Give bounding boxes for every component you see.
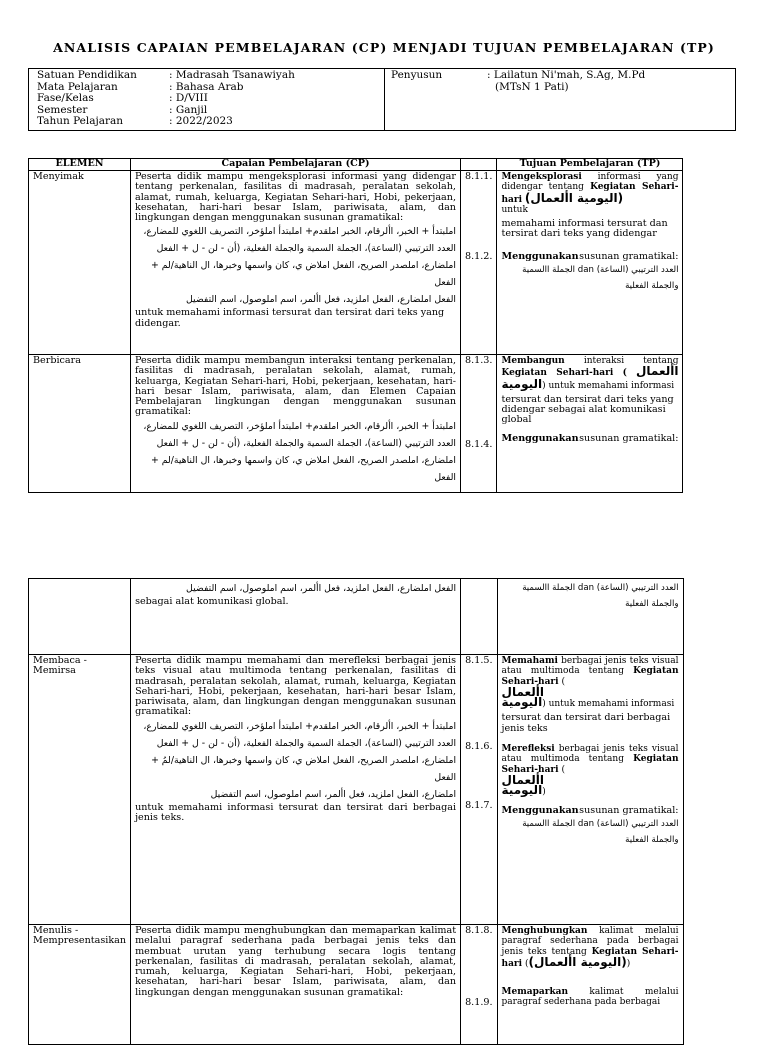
tp-text: memahami informasi tersurat dan tersirat dari teks yang didengar <box>501 218 668 240</box>
tp-code: 8.1.8. <box>465 925 493 936</box>
tp-verb: Menggunakan <box>501 250 579 262</box>
cp-text: Peserta didik mampu mengeksplorasi informasi yang didengar tentang perkenalan, fasilitas di madrasah, peralatan sekolah, alamat, rumah, keluarga, Kegiatan Sehari-hari, Hobi, pekerjaan, kesehatan, hari-hari besar Islam, pariwisata, alam, dan lingkungan dengan menggunakan susunan gramatikal: <box>135 171 456 224</box>
tp-keg: Kegiatan Sehari-hari <box>501 754 679 775</box>
arabic-grammar <box>135 418 456 486</box>
arabic-kegiatan: األعمال <box>501 772 544 787</box>
tp-keg: Kegiatan Sehari-hari <box>501 946 679 969</box>
elemen-cell: Menulis - Mempresentasikan <box>29 925 131 1045</box>
tp-text: tersurat dan tersirat dari berbagai jenis teks <box>501 712 671 734</box>
tp-code: 8.1.6. <box>465 741 493 753</box>
tp-cell: Membangun interaksi tentang Kegiatan Sehari-hari ( األعمال اليومية) untuk memahami informasi tersurat dan tersirat dari teks yang didengar sebagai alat komunikasi global Menggunakan susunan gramatikal: <box>497 355 683 493</box>
code-cell <box>461 655 497 925</box>
tp-cell <box>497 579 683 655</box>
table-row <box>29 355 683 493</box>
tp-code: 8.1.9. <box>465 997 493 1009</box>
cp-cell <box>131 925 461 1045</box>
tp-keg: Kegiatan Sehari-hari <box>501 666 679 687</box>
tp-verb: Menggunakan <box>501 804 579 816</box>
tp-code: 8.1.7. <box>465 799 493 811</box>
tp-text: susunan gramatikal: <box>579 804 679 816</box>
tp-verb: Merefleksi <box>501 744 555 755</box>
arabic-line: املضارع، الفعل املزيد، فعل األمر، اسم املوصول، اسم التفضيل <box>210 788 457 800</box>
cp-text: untuk memahami informasi tersurat dan tersirat dari teks yang didengar. <box>135 307 445 329</box>
code-cell <box>461 925 497 1045</box>
table-row <box>29 655 684 925</box>
arabic-kegiatan: اليومية <box>501 695 543 710</box>
penyusun-institution: (MTsN 1 Pati) <box>495 80 569 93</box>
arabic-line: املبتدأ + الخبر، األرقام، الخبر املقدم+ املبتدأ املؤخر، التصريف اللغوي للمضارع، <box>143 720 457 732</box>
tp-code: 8.1.5. <box>465 655 493 666</box>
tp-verb: Memahami <box>501 656 558 666</box>
cp-text: Peserta didik mampu menghubungkan dan memaparkan kalimat melalui paragraf sederhana pada berbagai jenis teks dan membuat urutan yang terhubung secara logis tentang perkenalan, fasilitas di madrasah, peralatan sekolah, alamat, rumah, keluarga, Kegiatan Sehari-hari, Hobi, pekerjaan, kesehatan, hari-hari besar Islam, pariwisata, alam, dan lingkungan dengan menggunakan susunan gramatikal: <box>135 925 457 998</box>
info-label: Fase/Kelas <box>37 92 94 104</box>
tp-text: informasi yang didengar tentang <box>501 172 679 193</box>
arabic-grammar <box>135 718 456 803</box>
info-label: Tahun Pelajaran <box>37 115 124 127</box>
tp-code: 8.1.4. <box>465 439 493 451</box>
info-label: Mata Pelajaran <box>37 80 118 93</box>
code-cell <box>461 355 497 493</box>
arabic-line: املضارع، املصدر الصريح، الفعل املاض ي، كان واسمها وخبرها، ال الناهية/لمُ + الفعل <box>151 754 457 783</box>
table-row <box>29 579 684 655</box>
tp-text: untuk <box>501 204 528 215</box>
tp-keg: Kegiatan Sehari-hari <box>501 182 679 205</box>
cp-cell <box>131 355 461 493</box>
cp-text: untuk memahami informasi tersurat dan tersirat dari berbagai jenis teks. <box>135 801 457 824</box>
tp-cell <box>497 171 683 355</box>
info-value: : D/VIII <box>169 92 208 104</box>
cp-cell <box>131 655 461 925</box>
arabic-line: الفعل املضارع، الفعل املزيد، فعل األمر، اسم املوصول، اسم التفضيل <box>185 294 456 306</box>
info-label: Semester <box>37 103 88 116</box>
cp-cell <box>131 579 461 655</box>
cp-tp-table-2 <box>28 578 684 1045</box>
arabic-line: العدد الترتيبي (الساعة)، الجملة السمية والجملة الفعلية، (أن - لن - ل + الفعل <box>156 437 456 449</box>
tp-text: untuk memahami informasi <box>548 380 675 391</box>
tp-text: kalimat melalui paragraf sederhana pada berbagai jenis teks tentang <box>501 926 679 957</box>
tp-text: berbagai jenis teks visual atau multimoda tentang <box>501 744 679 765</box>
tp-verb: Menggunakan <box>501 432 579 444</box>
tp-text: susunan gramatikal: <box>579 432 679 444</box>
arabic-kegiatan: (اليومية األعمال) <box>528 954 627 969</box>
tp-text: interaksi tentang <box>583 356 679 366</box>
tp-verb: Menghubungkan <box>501 926 588 936</box>
tp-keg: Kegiatan Sehari-hari ( <box>501 368 627 379</box>
arabic-line: املبتدأ + الخبر، األرقام، الخبر املقدم+ املبتدأ املؤخر، التصريف اللغوي للمضارع، <box>143 226 456 238</box>
elemen-cell: Membaca - Memirsa <box>29 655 131 925</box>
header-tp: Tujuan Pembelajaran (TP) <box>497 159 683 171</box>
info-box <box>28 68 736 131</box>
arabic-line: املضارع، املصدر الصريح، الفعل املاض ي، كان واسمها وخبرها، ال الناهية/لم + الفعل <box>151 260 456 289</box>
code-cell <box>461 171 497 355</box>
arabic-grammar: العدد الترتيبي (الساعة) dan الجملة االسمية والجملة الفعلية <box>522 265 679 292</box>
page-title: ANALISIS CAPAIAN PEMBELAJARAN (CP) MENJADI TUJUAN PEMBELAJARAN (TP) <box>53 40 715 55</box>
cp-cell <box>131 171 461 355</box>
header-blank <box>461 159 497 171</box>
cp-tp-table-1 <box>28 158 683 493</box>
arabic-grammar <box>135 223 456 308</box>
arabic-kegiatan: األعمال <box>501 684 544 699</box>
tp-code: 8.1.2. <box>465 251 493 263</box>
table-row <box>29 171 683 355</box>
table-row <box>29 925 684 1045</box>
info-left <box>29 69 385 130</box>
arabic-line: الفعل املضارع، الفعل املزيد، فعل األمر، اسم املوصول، اسم التفضيل <box>186 583 457 594</box>
arabic-kegiatan: األعمال <box>636 364 679 379</box>
tp-text: susunan gramatikal: <box>579 250 679 262</box>
tp-verb: Memaparkan <box>501 987 569 998</box>
elemen-cell: Menyimak <box>29 171 131 355</box>
penyusun-label: Penyusun <box>391 69 443 81</box>
arabic-kegiatan: (اليومية األعمال) <box>524 190 624 205</box>
tp-text: tersurat dan tersirat dari teks yang didengar sebagai alat komunikasi global <box>501 393 674 426</box>
tp-verb: Membangun <box>501 356 565 366</box>
info-right <box>385 69 645 93</box>
info-value: : Ganjil <box>169 103 208 116</box>
tp-text: kalimat melalui paragraf sederhana pada berbagai <box>501 987 679 1008</box>
info-value: : 2022/2023 <box>169 115 233 127</box>
tp-text: berbagai jenis teks visual atau multimoda tentang <box>501 656 679 677</box>
arabic-grammar: العدد الترتيبي (الساعة) dan الجملة االسمية والجملة الفعلية <box>522 583 679 609</box>
tp-cell: Memahami berbagai jenis teks visual atau multimoda tentang Kegiatan Sehari-hari ( األعمال اليومية) untuk memahami informasi tersurat dan tersirat dari berbagai jenis teks Merefleksi berbagai jenis teks visual atau multimoda tentang Kegiatan Sehari-hari ( األعمال اليومية) Menggunakan susunan gramatikal: العدد الترتيبي (الساعة) dan الجملة االسمية والجملة الفعلية <box>497 655 683 925</box>
tp-text: untuk memahami informasi <box>548 699 675 710</box>
tp-code: 8.1.3. <box>465 355 493 366</box>
cp-text: Peserta didik mampu membangun interaksi tentang perkenalan, fasilitas di madrasah, peralatan sekolah, alamat, rumah, keluarga, Kegiatan Sehari-hari, Hobi, pekerjaan, kesehatan, hari-hari besar Islam, pariwisata, alam, dan Elemen Capaian Pembelajaran lingkungan dengan menggunakan susunan gramatikal: <box>135 355 456 418</box>
info-value: : Madrasah Tsanawiyah <box>169 69 295 81</box>
elemen-cell <box>29 579 131 655</box>
arabic-kegiatan: اليومية <box>501 783 543 798</box>
arabic-line: املبتدأ + الخبر، األرقام، الخبر املقدم+ املبتدأ املؤخر، التصريف اللغوي للمضارع، <box>143 420 456 432</box>
header-elemen: ELEMEN <box>29 159 131 171</box>
code-cell <box>461 579 497 655</box>
cp-text: Peserta didik mampu memahami dan merefleksi berbagai jenis teks visual atau multimoda tentang perkenalan, fasilitas di madrasah, peralatan sekolah, alamat, rumah, keluarga, Kegiatan Sehari-hari, Hobi, pekerjaan, kesehatan, hari-hari besar Islam, pariwisata, alam, dan lingkungan dengan menggunakan susunan gramatikal: <box>135 655 457 718</box>
arabic-line: العدد الترتيبي (الساعة)، الجملة السمية والجملة الفعلية، (أن - لن - ل + الفعل <box>156 243 456 255</box>
arabic-kegiatan: اليومية <box>501 376 543 391</box>
info-label: Satuan Pendidikan <box>37 69 137 81</box>
arabic-line: العدد الترتيبي (الساعة)، الجملة السمية والجملة الفعلية، (أن - لن - ل + الفعل <box>156 737 457 749</box>
header-cp: Capaian Pembelajaran (CP) <box>131 159 461 171</box>
tp-cell: Menghubungkan kalimat melalui paragraf sederhana pada berbagai jenis teks tentang Kegiatan Sehari-hari ((اليومية األعمال)) Memaparkan kalimat melalui paragraf sederhana pada berbagai <box>497 925 683 1045</box>
elemen-cell: Berbicara <box>29 355 131 493</box>
cp-text: sebagai alat komunikasi global. <box>135 596 289 607</box>
info-value: : Bahasa Arab <box>169 80 244 93</box>
arabic-grammar: العدد الترتيبي (الساعة) dan الجملة االسمية والجملة الفعلية <box>522 818 679 845</box>
penyusun-value: : Lailatun Ni'mah, S.Ag, M.Pd <box>487 69 646 81</box>
tp-code: 8.1.1. <box>465 171 493 182</box>
arabic-line: املضارع، املصدر الصريح، الفعل املاض ي، كان واسمها وخبرها، ال الناهية/لم + الفعل <box>151 454 456 483</box>
tp-verb: Mengeksplorasi <box>501 172 582 182</box>
